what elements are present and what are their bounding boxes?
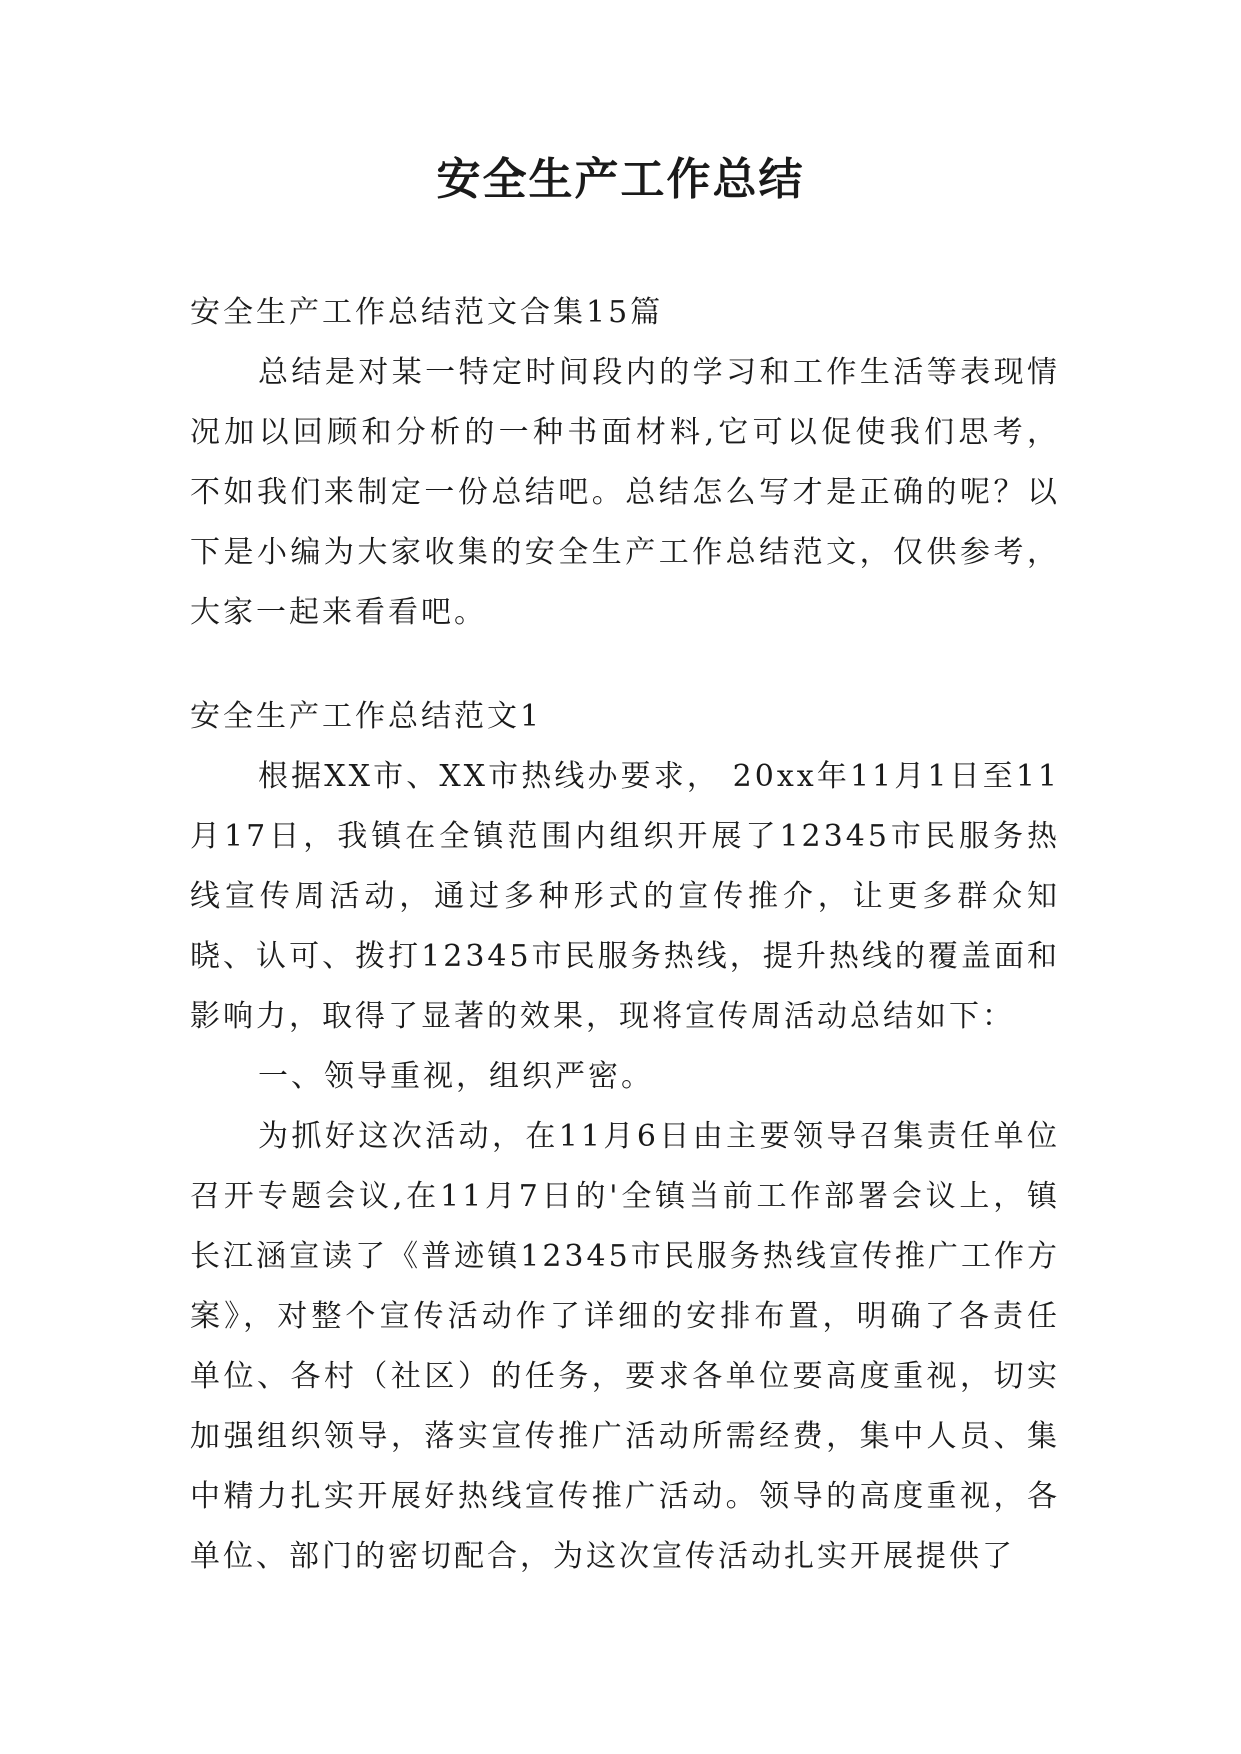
document-title: 安全生产工作总结 [436,154,805,205]
body-paragraph: 根据XX市、XX市热线办要求， 20xx年11月1日至11月17日，我镇在全镇范围内组织开展了12345市民服务热线宣传周活动，通过多种形式的宣传推介，让更多群众知晓、认可、拨打12345市民服务热线，提升热线的覆盖面和影响力，取得了显著的效果，现将宣传周活动总结如下： [190,759,1060,1034]
body-paragraph: 为抓好这次活动，在11月6日由主要领导召集责任单位召开专题会议,在11月7日的'全镇当前工作部署会议上，镇长江涵宣读了《普迹镇12345市民服务热线宣传推广工作方案》，对整个宣传活动作了详细的安排布置，明确了各责任单位、各村（社区）的任务，要求各单位要高度重视，切实加强组织领导，落实宣传推广活动所需经费，集中人员、集中精力扎实开展好热线宣传推广活动。领导的高度重视，各单位、部门的密切配合，为这次宣传活动扎实开展提供了 [190,1119,1060,1574]
section-heading: 安全生产工作总结范文1 [190,699,543,734]
subsection-heading: 一、领导重视，组织严密。 [258,1059,654,1094]
intro-paragraph: 总结是对某一特定时间段内的学习和工作生活等表现情况加以回顾和分析的一种书面材料,它可以促使我们思考，不如我们来制定一份总结吧。总结怎么写才是正确的呢？以下是小编为大家收集的安全生产工作总结范文，仅供参考，大家一起来看看吧。 [190,355,1060,630]
intro-heading: 安全生产工作总结范文合集15篇 [190,295,664,330]
section-body [190,747,1060,1587]
